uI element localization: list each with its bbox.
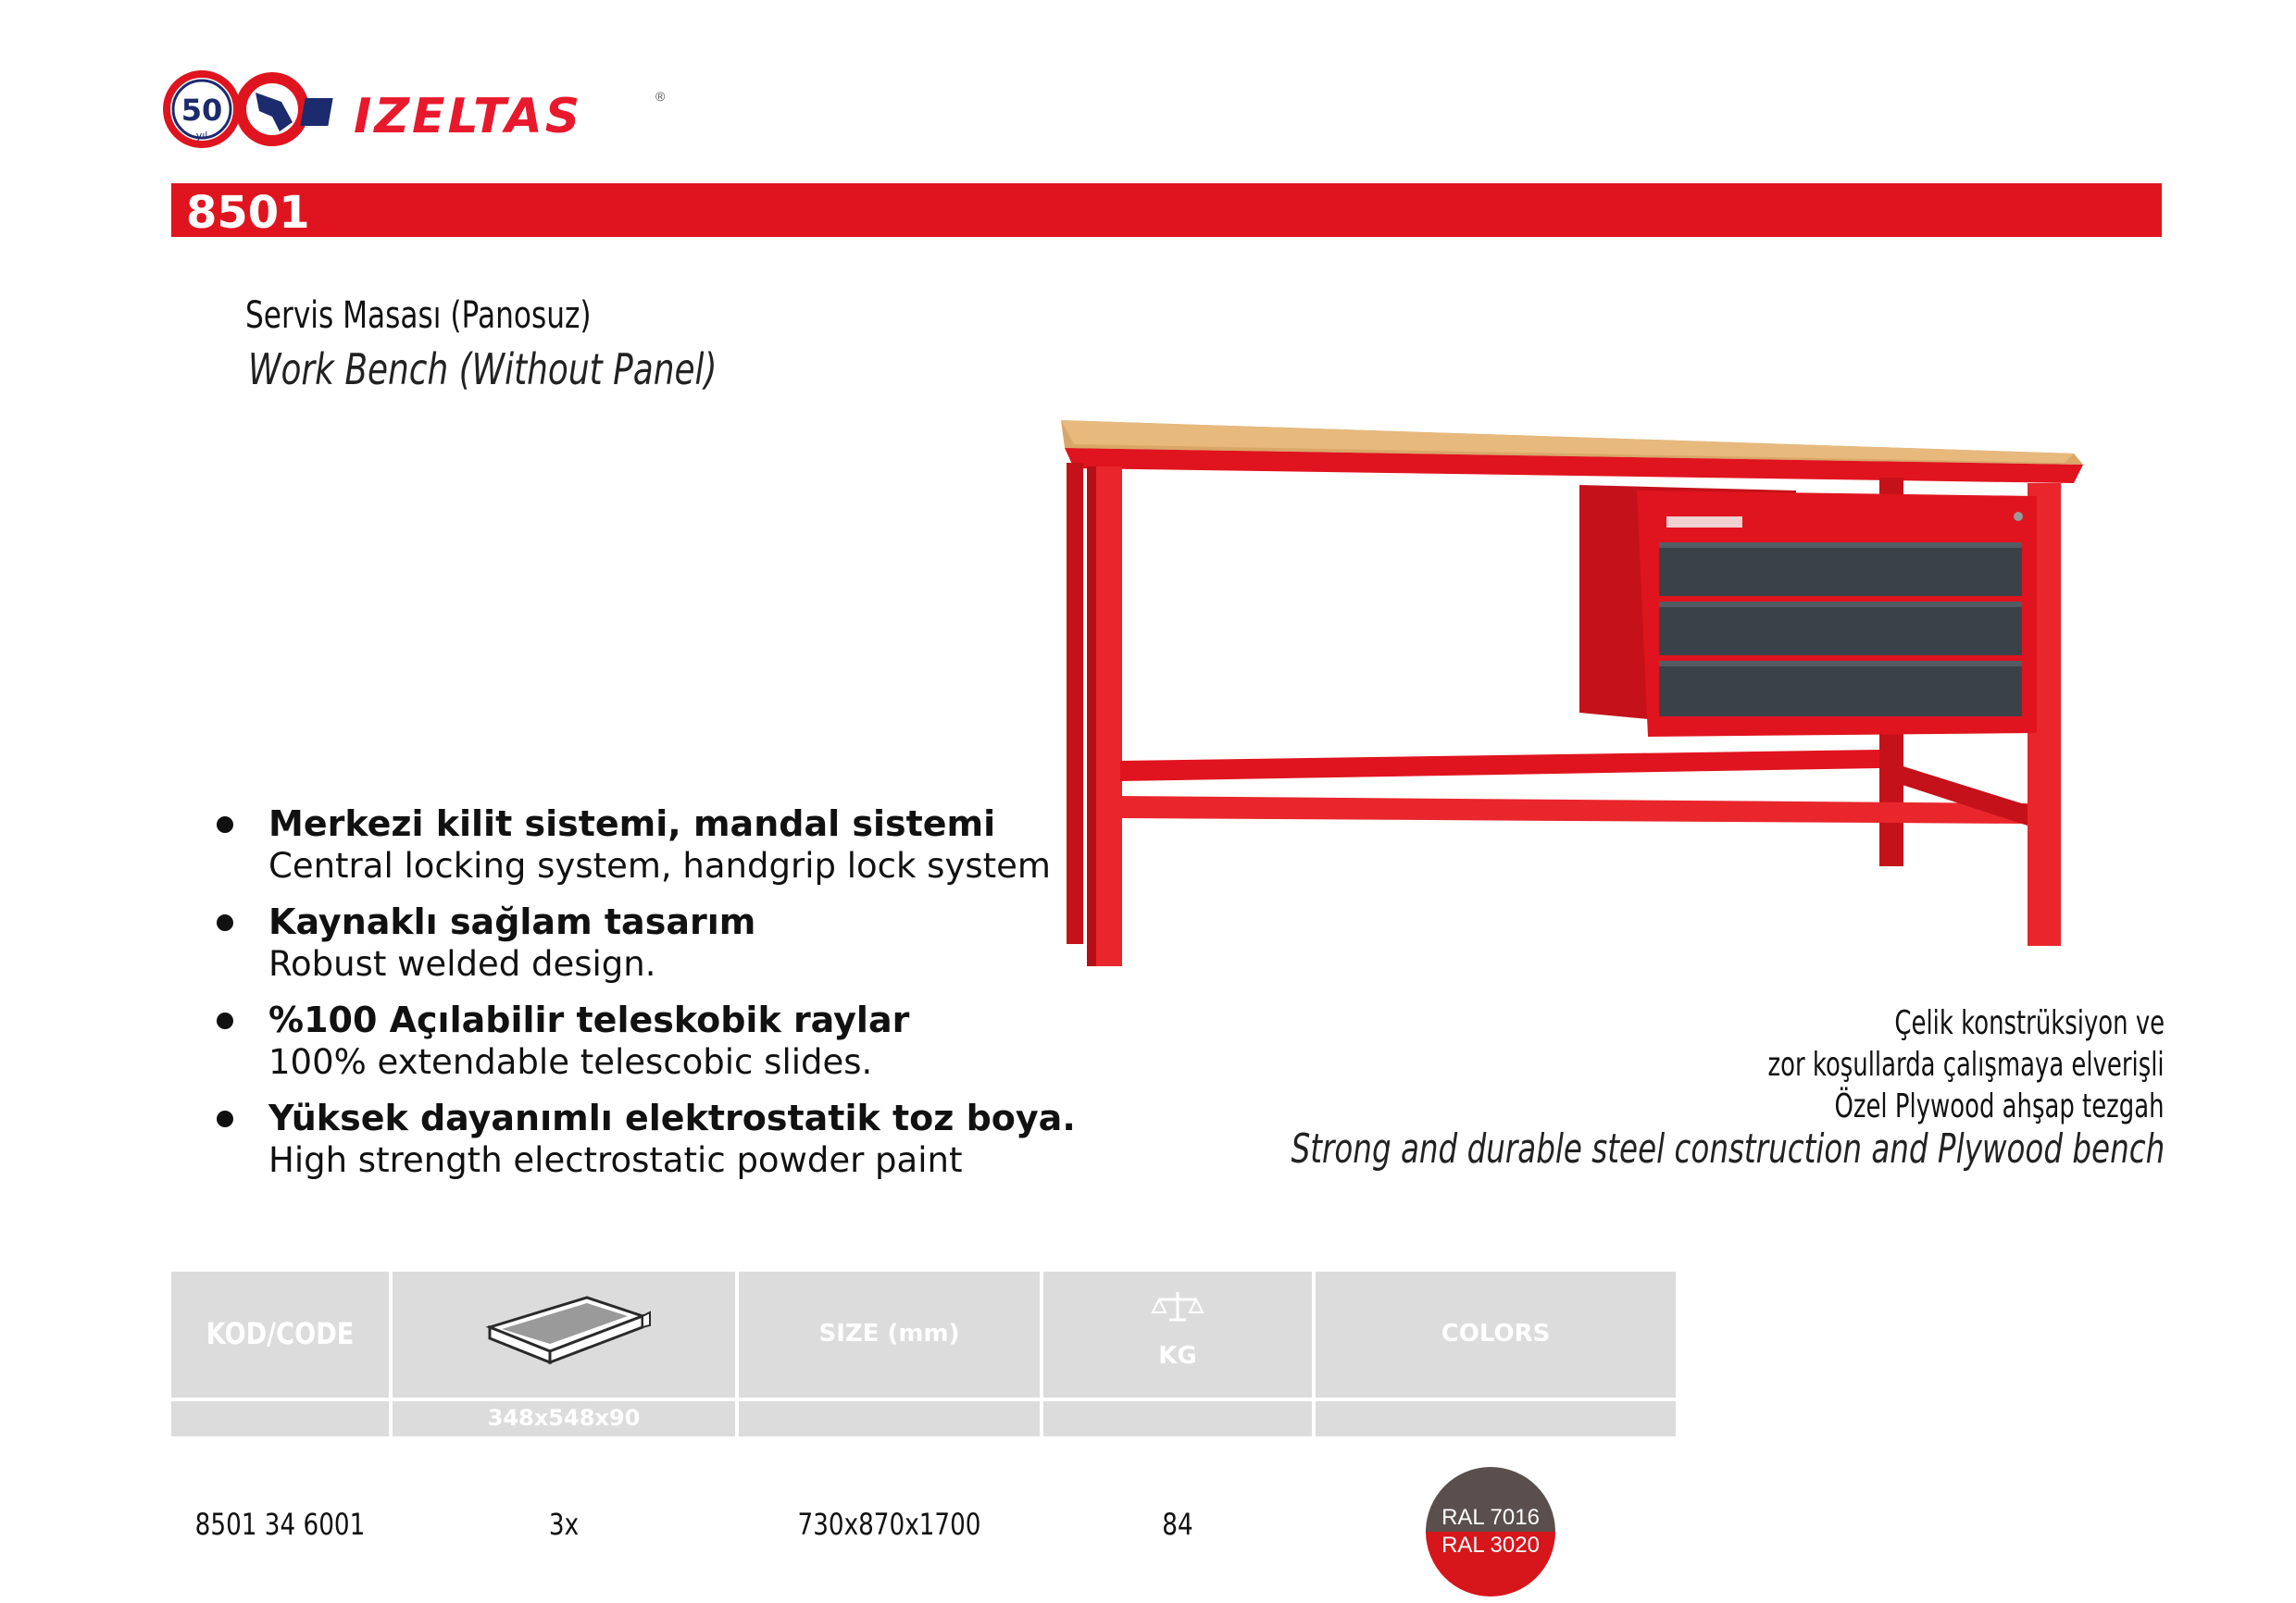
header-drawer-cell: [393, 1272, 735, 1398]
feature-en: Robust welded design.: [268, 944, 656, 984]
header-colors-cell: [1316, 1272, 1676, 1398]
bullet-icon: [217, 914, 233, 931]
row-weight: 84: [1162, 1507, 1193, 1542]
drawer-icon: [393, 1272, 735, 1398]
bullet-icon: [217, 1013, 233, 1029]
header-weight-cell: [1043, 1272, 1312, 1398]
feature-en: 100% extendable telescobic slides.: [268, 1042, 873, 1082]
subheader-cell: [1316, 1401, 1676, 1436]
subheader-cell: [171, 1401, 389, 1436]
product-title-en: Work Bench (Without Panel): [248, 344, 718, 394]
subheader-drawer-cell: [393, 1401, 735, 1436]
product-title-tr: Servis Masası (Panosuz): [245, 294, 592, 337]
row-size: 730x870x1700: [797, 1507, 981, 1542]
anniversary-unit: yıl: [195, 130, 208, 142]
anniversary-emblem: [163, 65, 348, 167]
caption-en: Strong and durable steel construction and Plywood bench: [1291, 1125, 2165, 1173]
color-ral-7016: RAL 7016: [1441, 1505, 1540, 1530]
header-code: KOD/CODE: [206, 1316, 355, 1351]
workbench-image: [1055, 407, 2092, 990]
bullet-icon: [217, 816, 233, 833]
subheader-cell: [739, 1401, 1040, 1436]
feature-tr: Yüksek dayanımlı elektrostatik toz boya.: [268, 1098, 1076, 1138]
header-size-cell: [739, 1272, 1040, 1398]
caption-tr-line3: Özel Plywood ahşap tezgah: [1834, 1087, 2165, 1125]
subheader-cell: [1043, 1401, 1312, 1436]
color-badge: [1426, 1467, 1555, 1597]
row-drawers: 3x: [548, 1507, 580, 1542]
drawer-size: 348x548x90: [487, 1405, 641, 1431]
anniversary-number: 50: [181, 93, 223, 128]
feature-en: Central locking system, handgrip lock system: [268, 846, 1051, 886]
product-code: 8501: [186, 187, 310, 239]
brand-name: IZELTAS: [354, 89, 583, 144]
feature-tr: %100 Açılabilir teleskobik raylar: [268, 1000, 910, 1040]
product-code-band: [171, 183, 2162, 237]
feature-tr: Merkezi kilit sistemi, mandal sistemi: [268, 803, 996, 844]
scale-icon: [1043, 1272, 1312, 1336]
caption-tr-line1: Çelik konstrüksiyon ve: [1894, 1004, 2165, 1042]
header-size: SIZE (mm): [818, 1320, 960, 1348]
feature-en: High strength electrostatic powder paint: [268, 1140, 963, 1180]
bullet-icon: [217, 1111, 233, 1127]
header-code-cell: [171, 1272, 389, 1398]
caption-tr-line2: zor koşullarda çalışmaya elverişli: [1767, 1046, 2165, 1084]
color-ral-3020: RAL 3020: [1441, 1533, 1540, 1558]
feature-tr: Kaynaklı sağlam tasarım: [268, 901, 756, 942]
spec-table-header: [171, 1272, 1676, 1436]
header-colors: COLORS: [1441, 1320, 1551, 1348]
row-code: 8501 34 6001: [194, 1507, 366, 1542]
registered-mark: ®: [655, 89, 666, 104]
header-weight: KG: [1158, 1342, 1197, 1370]
